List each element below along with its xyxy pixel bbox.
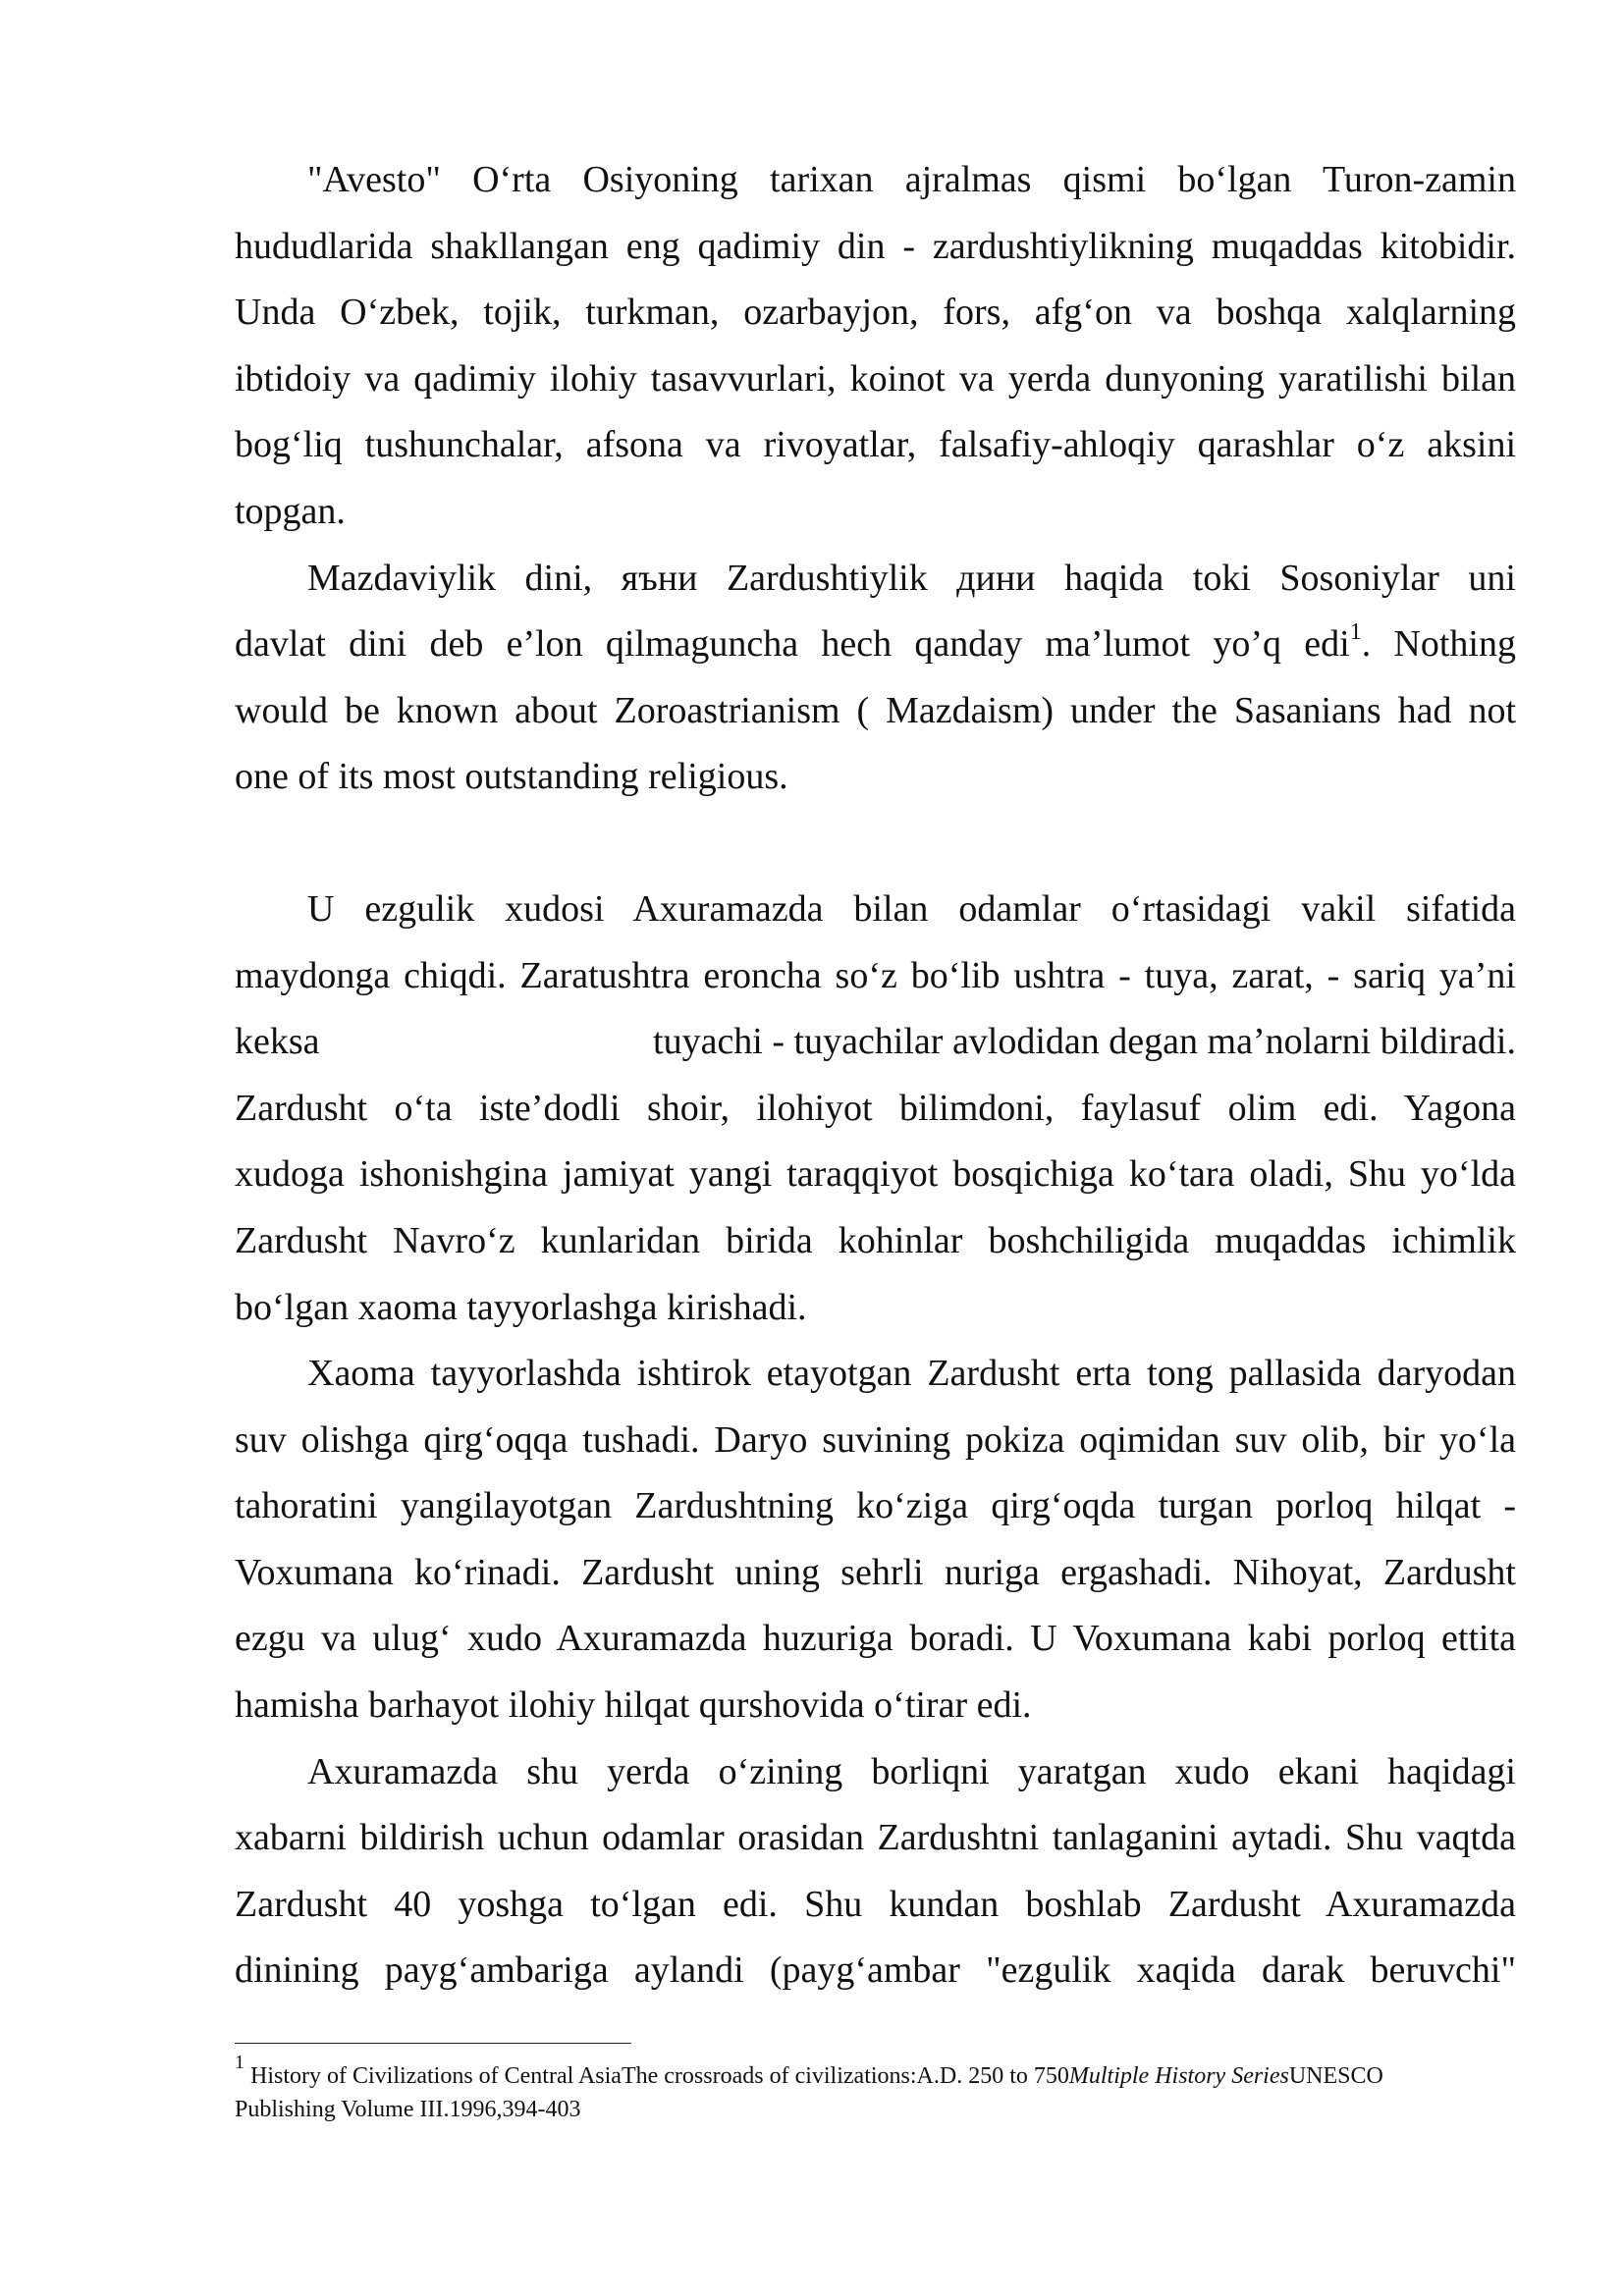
footnote-line <box>235 2052 1531 2093</box>
document-body <box>235 147 1516 2004</box>
text-line: tahoratini yangilayotgan Zardushtning ko‘ziga qirg‘oqda turgan porloq hilqat - <box>235 1485 1516 1527</box>
text-line: Voxumana ko‘rinadi. Zardusht uning sehrli nuriga ergashadi. Nihoyat, Zardusht <box>235 1551 1516 1593</box>
paragraph-mazdaviylik <box>235 546 1516 811</box>
text-line: hamisha barhayot ilohiy hilqat qurshovida o‘tirar edi. <box>235 1684 1032 1727</box>
text-line: dinining payg‘ambariga aylandi (payg‘ambar "ezgulik xaqida darak beruvchi" <box>235 1949 1516 1992</box>
text-line: Xaoma tayyorlashda ishtirok etayotgan Zardusht erta tong pallasida daryodan <box>307 1353 1516 1395</box>
text-line: Zardusht 40 yoshga to‘lgan edi. Shu kundan boshlab Zardusht Axuramazda <box>235 1883 1516 1925</box>
footnote-separator <box>235 2043 631 2044</box>
footnote-publisher: UNESCO <box>1288 2063 1383 2089</box>
paragraph-avesto <box>235 147 1516 546</box>
footnote-series-title: Multiple History Series <box>1068 2063 1289 2089</box>
paragraph-axuramazda <box>235 1739 1516 2004</box>
text-line: U ezgulik xudosi Axuramazda bilan odamlar o‘rtasidagi vakil sifatida <box>307 887 1516 930</box>
text-fragment: davlat dini deb e’lon qilmaguncha hech qanday ma’lumot yo’q edi <box>235 623 1350 666</box>
text-line: ibtidoiy va qadimiy ilohiy tasavvurlari, koinot va yerda dunyoning yaratilishi bilan <box>235 357 1516 400</box>
text-fragment: tuyachi - tuyachilar avlodidan degan ma’nolarni bildiradi. <box>653 1021 1516 1063</box>
text-line: Unda O‘zbek, tojik, turkman, ozarbayjon, fors, afg‘on va boshqa xalqlarning <box>235 292 1516 334</box>
text-line: "Avesto" O‘rta Osiyoning tarixan ajralmas qismi bo‘lgan Turon-zamin <box>307 159 1516 200</box>
text-line <box>235 612 1516 678</box>
text-line: xabarni bildirish uchun odamlar orasidan Zardushtni tanlaganini aytadi. Shu vaqtda <box>235 1817 1516 1859</box>
footnote-line: Publishing Volume III.1996,394-403 <box>235 2097 581 2122</box>
text-line: topgan. <box>235 490 346 532</box>
text-line: ezgu va ulug‘ xudo Axuramazda huzuriga boradi. U Voxumana kabi porloq ettita <box>235 1618 1516 1660</box>
text-line: xudoga ishonishgina jamiyat yangi taraqqiyot bosqichiga ko‘tara oladi, Shu yo‘lda <box>235 1153 1516 1196</box>
text-line: Zardusht Navro‘z kunlaridan birida kohinlar boshchiligida muqaddas ichimlik <box>235 1219 1516 1261</box>
text-line <box>235 1009 1516 1076</box>
text-line: Mazdaviylik dini, яъни Zardushtiylik дини haqida toki Sosoniylar uni <box>307 557 1516 599</box>
text-line: maydonga chiqdi. Zaratushtra eroncha so‘z bo‘lib ushtra - tuya, zarat, - sariq ya’ni <box>235 954 1516 996</box>
text-line: would be known about Zoroastrianism ( Mazdaism) under the Sasanians had not <box>235 689 1516 731</box>
text-line: bog‘liq tushunchalar, afsona va rivoyatlar, falsafiy-ahloqiy qarashlar o‘z aksini <box>235 424 1516 466</box>
paragraph-ezgulik <box>235 877 1516 1341</box>
text-line: one of its most outstanding religious. <box>235 756 788 798</box>
paragraph-xaoma <box>235 1341 1516 1739</box>
text-line: suv olishga qirg‘oqqa tushadi. Daryo suvining pokiza oqimidan suv olib, bir yo‘la <box>235 1418 1516 1461</box>
text-line: bo‘lgan xaoma tayyorlashga kirishadi. <box>235 1286 807 1328</box>
text-line: hududlarida shakllangan eng qadimiy din - zardushtiylikning muqaddas kitobidir. <box>235 225 1516 267</box>
text-fragment: . Nothing <box>1361 623 1516 666</box>
text-line: Axuramazda shu yerda o‘zining borliqni yaratgan xudo ekani haqidagi <box>307 1750 1516 1792</box>
footnote <box>235 2052 1531 2126</box>
text-fragment: keksa <box>235 1021 320 1063</box>
footnote-reference: 1 <box>1349 618 1362 645</box>
footnote-marker: 1 <box>235 2052 244 2073</box>
text-line: Zardusht o‘ta iste’dodli shoir, ilohiyot bilimdoni, faylasuf olim edi. Yagona <box>235 1087 1516 1129</box>
footnote-text: History of Civilizations of Central AsiaThe crossroads of civilizations:A.D. 250 to 750 <box>244 2063 1069 2089</box>
